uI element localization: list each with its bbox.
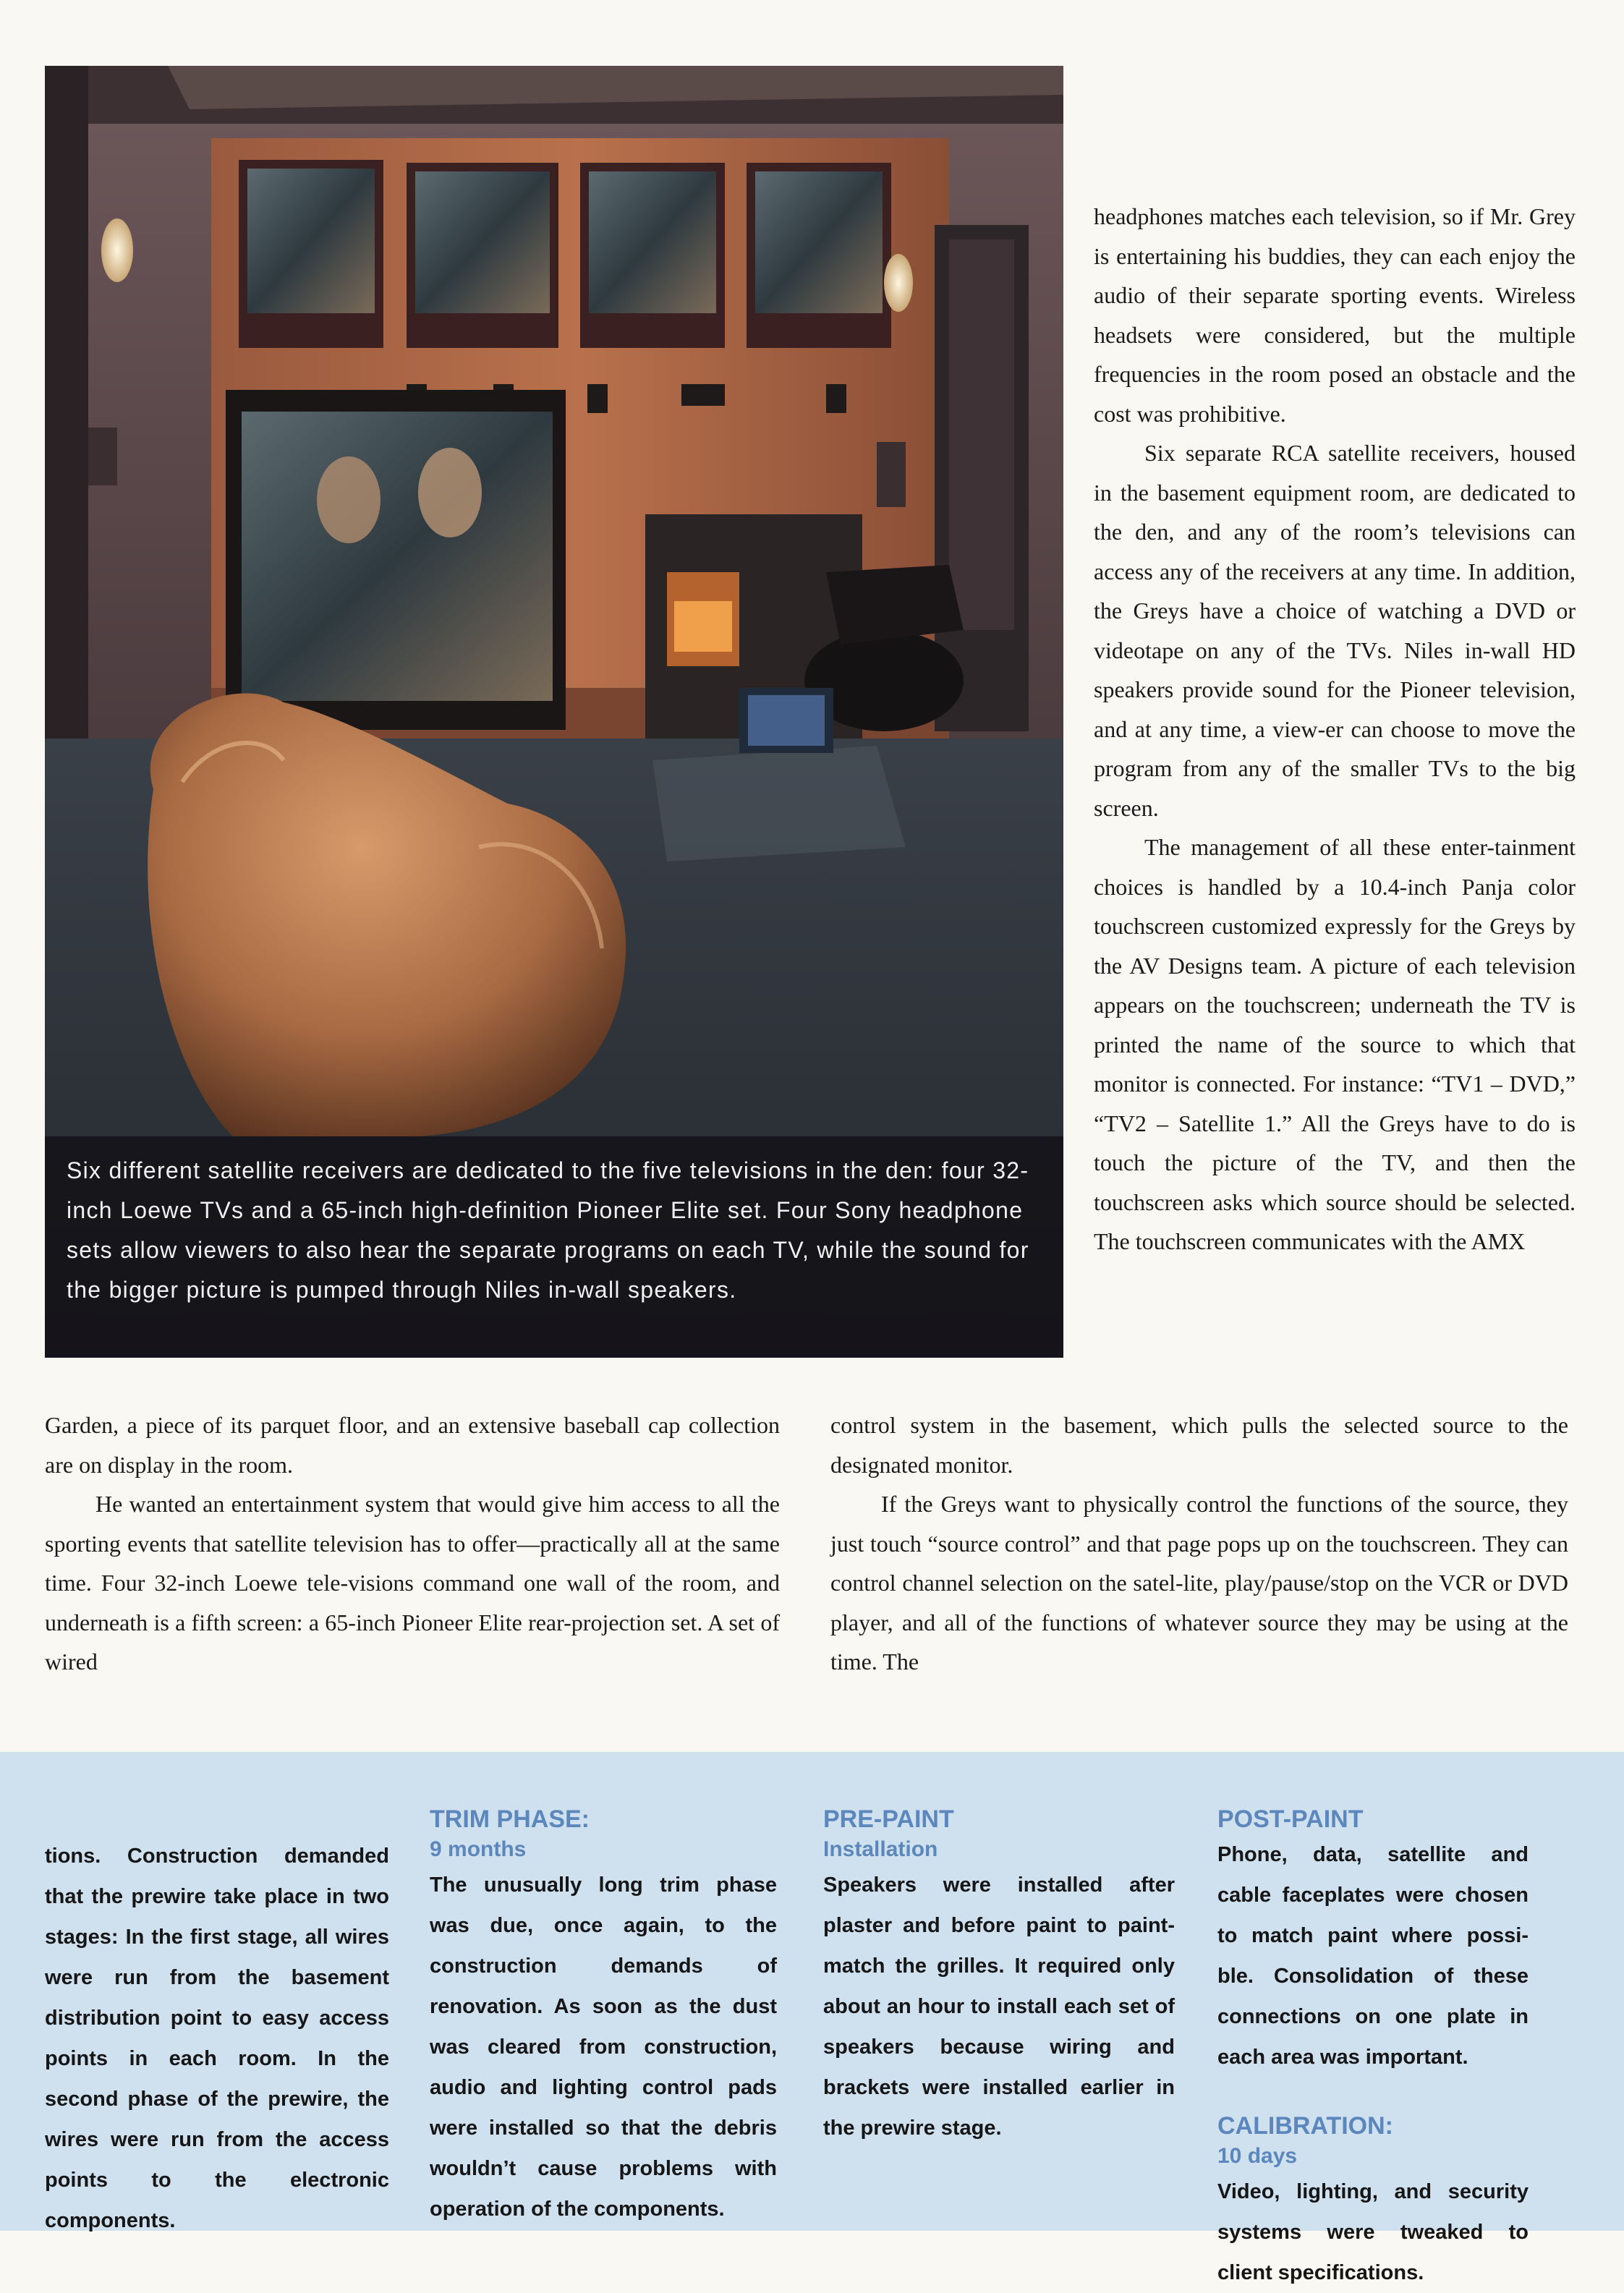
sidebar-column-prepaint	[823, 1804, 1175, 2148]
paragraph: The management of all these enter-tainment choices is handled by a 10.4-inch Panja color touchscreen customized expressly for the Greys by the AV Designs team. A picture of each television appears on the touchscreen; underneath the TV is printed the name of the source to which that monitor is connected. For instance: “TV1 – DVD,” “TV2 – Satellite 1.” All the Greys have to do is touch the picture of the TV, and then the touchscreen asks which source should be selected. The touchscreen communicates with the AMX	[1094, 834, 1576, 1254]
den-photo	[45, 66, 1063, 1358]
pre-paint-heading: PRE-PAINT	[823, 1805, 954, 1833]
paragraph: Six separate RCA satellite receivers, housed in the basement equipment room, are dedicated to the den, and any of the room’s televisions can access any of the receivers at any time. In addition, the Greys have a choice of watching a DVD or videotape on any of the TVs. Niles in-wall HD speakers provide sound for the Pioneer television, and at any time, a view-er can choose to move the program from any of the smaller TVs to the big screen.	[1094, 440, 1576, 821]
caption-text: Six different satellite receivers are dedicated to the five televisions in the den: four 32-inch Loewe TVs and a 65-inch high-definition Pioneer Elite set. Four Sony headphone sets allow viewers to also hear the separate programs on each TV, while the sound for the bigger picture is pumped through Niles in-wall speakers.	[67, 1157, 1029, 1303]
paragraph: headphones matches each television, so if Mr. Grey is entertaining his buddies, they can each enjoy the audio of their separate sporting events. Wireless headsets were considered, but the multiple frequencies in the room posed an obstacle and the cost was prohibitive.	[1094, 203, 1576, 427]
sidebar-text: Video, lighting, and security systems were tweaked to client specifications.	[1217, 2180, 1529, 2284]
photo-caption	[45, 1136, 1063, 1358]
calibration-heading: CALIBRATION:	[1217, 2112, 1393, 2140]
sidebar-column-trim	[430, 1804, 777, 2229]
paragraph: If the Greys want to physically control the functions of the source, they just touch “source control” and that page pops up on the touchscreen. They can control channel selection on the satel-lite, play/pause/stop on the VCR or DVD player, and all of the functions of whatever source they may be using at the time. The	[830, 1491, 1568, 1675]
sidebar-column-postpaint	[1217, 1804, 1529, 2293]
trim-phase-duration: 9 months	[430, 1837, 527, 1861]
sidebar-text: Phone, data, satellite and cable faceplates were chosen to match paint where possi-ble. Consolidation of these connections on one plate in each area was important.	[1217, 1843, 1529, 2069]
sidebar-text: tions. Construction demanded that the prewire take place in two stages: In the first stage, all wires were run from the basement distribution point to easy access points in each room. In the second phase of the prewire, the wires were run from the access points to the electronic components.	[45, 1845, 389, 2232]
sidebar-text: The unusually long trim phase was due, once again, to the construction demands of renovation. As soon as the dust was cleared from construction, audio and lighting control pads were installed so that the debris wouldn’t cause problems with operation of the components.	[430, 1873, 777, 2221]
trim-phase-heading: TRIM PHASE:	[430, 1805, 590, 1833]
sidebar-text: Speakers were installed after plaster and before paint to paint-match the grilles. It required only about an hour to install each set of speakers because wiring and brackets were installed earlier in the prewire stage.	[823, 1873, 1175, 2140]
article-right-column	[1094, 197, 1576, 1262]
pre-paint-subheading: Installation	[823, 1837, 938, 1861]
paragraph: Garden, a piece of its parquet floor, and an extensive baseball cap collection are on display in the room.	[45, 1412, 780, 1478]
article-right-lower-column	[830, 1405, 1568, 1682]
article-left-lower-column	[45, 1405, 780, 1682]
paragraph: control system in the basement, which pulls the selected source to the designated monitor.	[830, 1412, 1568, 1478]
paragraph: He wanted an entertainment system that would give him access to all the sporting events that satellite television has to offer—practically all at the same time. Four 32-inch Loewe tele-visions command one wall of the room, and underneath is a fifth screen: a 65-inch Pioneer Elite rear-projection set. A set of wired	[45, 1491, 780, 1675]
calibration-duration: 10 days	[1217, 2144, 1298, 2168]
post-paint-heading: POST-PAINT	[1217, 1805, 1364, 1833]
sidebar-column-prewire	[45, 1836, 389, 2241]
